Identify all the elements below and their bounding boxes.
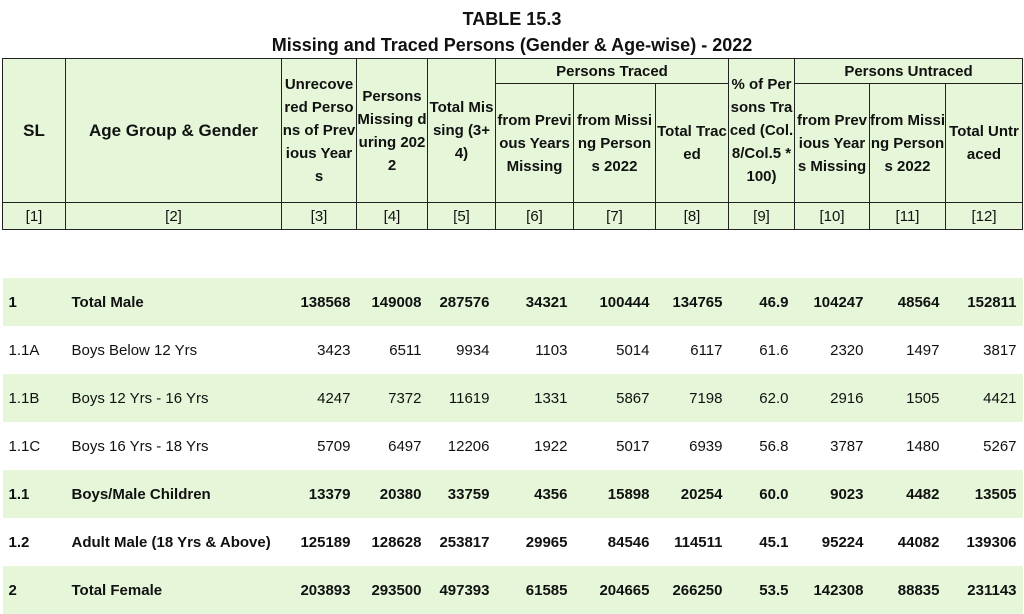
header-traced-2022: from Missing Persons 2022 xyxy=(574,84,656,203)
cell-pct-traced: 53.5 xyxy=(729,566,795,614)
column-number: [6] xyxy=(496,203,574,230)
header-pct-traced: % of Persons Traced (Col.8/Col.5 * 100) xyxy=(729,59,795,203)
header-total-untraced: Total Untraced xyxy=(946,84,1023,203)
cell-traced-prev: 1331 xyxy=(496,374,574,422)
column-number: [12] xyxy=(946,203,1023,230)
cell-total-missing: 9934 xyxy=(456,341,490,359)
cell-missing-2022: 293500 xyxy=(357,566,428,614)
column-number: [10] xyxy=(795,203,870,230)
cell-untraced-prev: 3787 xyxy=(830,437,864,455)
cell-pct-traced: 46.9 xyxy=(729,278,795,326)
cell-total-traced: 6939 xyxy=(689,437,723,455)
cell-total-missing: 12206 xyxy=(447,437,490,455)
cell-traced-prev: 4356 xyxy=(496,470,574,518)
cell-untraced-2022: 48564 xyxy=(870,278,946,326)
cell-total-untraced: 152811 xyxy=(946,278,1023,326)
cell-missing-2022: 6497 xyxy=(388,437,422,455)
cell-traced-prev: 1103 xyxy=(535,341,568,359)
column-number: [5] xyxy=(428,203,496,230)
cell-traced-2022: 15898 xyxy=(574,470,656,518)
cell-sl: 1.1C xyxy=(8,437,41,455)
cell-untraced-prev: 2916 xyxy=(795,374,870,422)
missing-persons-table xyxy=(2,58,1023,614)
cell-group: Boys Below 12 Yrs xyxy=(71,341,198,359)
cell-unrecovered: 125189 xyxy=(300,533,351,551)
cell-traced-2022: 5014 xyxy=(616,341,650,359)
cell-traced-prev: 61585 xyxy=(496,566,574,614)
table-row xyxy=(3,278,1023,326)
cell-group: Boys/Male Children xyxy=(66,470,282,518)
cell-traced-2022: 100444 xyxy=(574,278,656,326)
column-number: [2] xyxy=(66,203,282,230)
header-persons-untraced: Persons Untraced xyxy=(795,59,1023,84)
cell-untraced-prev: 142308 xyxy=(795,566,870,614)
cell-traced-prev: 29965 xyxy=(525,533,568,551)
cell-untraced-prev: 95224 xyxy=(821,533,864,551)
cell-sl: 1.1A xyxy=(8,341,40,359)
cell-total-traced: 6117 xyxy=(690,341,723,359)
cell-group: Adult Male (18 Yrs & Above) xyxy=(71,533,271,551)
cell-unrecovered: 5709 xyxy=(317,437,351,455)
header-unrecovered: Unrecovered Persons of Previous Years xyxy=(282,59,357,203)
cell-group: Total Male xyxy=(66,278,282,326)
header-total-missing: Total Missing (3+4) xyxy=(428,59,496,203)
cell-traced-2022: 5017 xyxy=(616,437,650,455)
cell-total-untraced: 3817 xyxy=(983,341,1017,359)
cell-untraced-2022: 44082 xyxy=(897,533,940,551)
table-row xyxy=(3,470,1023,518)
cell-total-traced: 134765 xyxy=(656,278,729,326)
header-total-traced: Total Traced xyxy=(656,84,729,203)
cell-traced-prev: 1922 xyxy=(534,437,568,455)
table-title: Missing and Traced Persons (Gender & Age-wise) - 2022 xyxy=(271,35,753,55)
cell-total-untraced: 13505 xyxy=(946,470,1023,518)
cell-pct-traced: 56.8 xyxy=(759,437,789,455)
cell-group: Boys 16 Yrs - 18 Yrs xyxy=(71,437,209,455)
cell-total-missing: 11619 xyxy=(428,374,496,422)
cell-untraced-prev: 104247 xyxy=(795,278,870,326)
cell-group: Total Female xyxy=(66,566,282,614)
cell-missing-2022: 7372 xyxy=(357,374,428,422)
header-untraced-2022: from Missing Persons 2022 xyxy=(870,84,946,203)
cell-total-traced: 7198 xyxy=(656,374,729,422)
table-row xyxy=(3,326,1023,374)
column-number: [9] xyxy=(729,203,795,230)
cell-total-missing: 33759 xyxy=(428,470,496,518)
cell-total-missing: 253817 xyxy=(439,533,490,551)
cell-untraced-2022: 88835 xyxy=(870,566,946,614)
cell-pct-traced: 60.0 xyxy=(729,470,795,518)
table-row xyxy=(3,374,1023,422)
table-number: TABLE 15.3 xyxy=(462,9,562,29)
cell-sl: 1.1 xyxy=(3,470,66,518)
cell-unrecovered: 13379 xyxy=(282,470,357,518)
cell-sl: 1.1B xyxy=(3,374,66,422)
cell-untraced-2022: 1497 xyxy=(906,341,940,359)
column-number: [4] xyxy=(357,203,428,230)
cell-unrecovered: 138568 xyxy=(282,278,357,326)
cell-total-untraced: 139306 xyxy=(966,533,1017,551)
cell-traced-2022: 84546 xyxy=(607,533,650,551)
column-number: [1] xyxy=(3,203,66,230)
cell-untraced-2022: 4482 xyxy=(870,470,946,518)
cell-sl: 1.2 xyxy=(8,533,30,551)
cell-total-untraced: 4421 xyxy=(946,374,1023,422)
column-number: [11] xyxy=(870,203,946,230)
header-missing-2022: Persons Missing during 2022 xyxy=(357,59,428,203)
header-sl: SL xyxy=(3,59,66,203)
cell-total-traced: 20254 xyxy=(656,470,729,518)
header-persons-traced: Persons Traced xyxy=(496,59,729,84)
cell-total-missing: 287576 xyxy=(428,278,496,326)
cell-missing-2022: 128628 xyxy=(371,533,422,551)
cell-unrecovered: 3423 xyxy=(317,341,351,359)
header-age-group: Age Group & Gender xyxy=(66,59,282,203)
cell-missing-2022: 149008 xyxy=(357,278,428,326)
cell-group: Boys 12 Yrs - 16 Yrs xyxy=(66,374,282,422)
cell-total-untraced: 231143 xyxy=(946,566,1023,614)
column-number: [8] xyxy=(656,203,729,230)
cell-pct-traced: 45.1 xyxy=(759,533,789,551)
cell-traced-2022: 5867 xyxy=(574,374,656,422)
cell-pct-traced: 61.6 xyxy=(759,341,789,359)
table-title-block xyxy=(0,0,1024,58)
header-traced-prev: from Previous Years Missing xyxy=(496,84,574,203)
cell-sl: 1 xyxy=(3,278,66,326)
cell-pct-traced: 62.0 xyxy=(729,374,795,422)
cell-total-traced: 266250 xyxy=(656,566,729,614)
cell-untraced-2022: 1480 xyxy=(906,437,940,455)
table-row xyxy=(3,518,1023,566)
cell-total-traced: 114511 xyxy=(674,533,723,551)
cell-untraced-prev: 2320 xyxy=(830,341,864,359)
cell-missing-2022: 20380 xyxy=(357,470,428,518)
cell-total-missing: 497393 xyxy=(428,566,496,614)
cell-untraced-2022: 1505 xyxy=(870,374,946,422)
table-row xyxy=(3,422,1023,470)
column-number: [3] xyxy=(282,203,357,230)
header-untraced-prev: from Previous Years Missing xyxy=(795,84,870,203)
cell-unrecovered: 4247 xyxy=(282,374,357,422)
cell-untraced-prev: 9023 xyxy=(795,470,870,518)
spacer-row xyxy=(3,230,1023,279)
cell-traced-2022: 204665 xyxy=(574,566,656,614)
cell-traced-prev: 34321 xyxy=(496,278,574,326)
cell-sl: 2 xyxy=(3,566,66,614)
cell-total-untraced: 5267 xyxy=(983,437,1017,455)
column-number: [7] xyxy=(574,203,656,230)
cell-missing-2022: 6511 xyxy=(389,341,422,359)
table-row xyxy=(3,566,1023,614)
cell-unrecovered: 203893 xyxy=(282,566,357,614)
column-number-row xyxy=(3,203,1023,230)
